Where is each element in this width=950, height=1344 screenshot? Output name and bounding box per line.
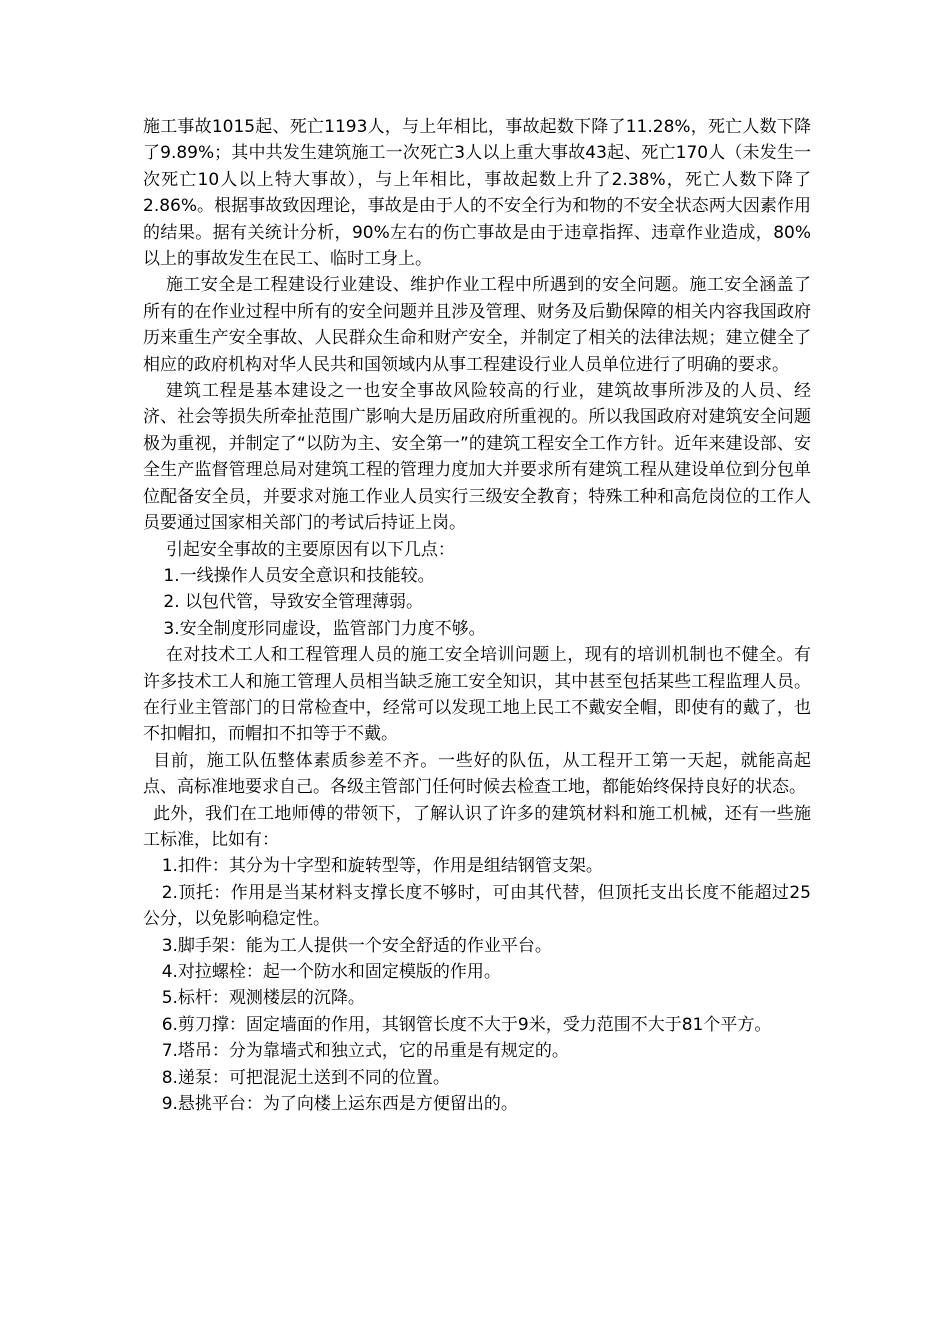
list-item-cause-3: 3.安全制度形同虚设，监管部门力度不够。 bbox=[163, 618, 486, 639]
paragraph-causes-intro: 引起安全事故的主要原因有以下几点： bbox=[165, 539, 455, 560]
list-item-material-8: 8.递泵：可把混泥土送到不同的位置。 bbox=[161, 1067, 450, 1088]
list-item-material-3: 3.脚手架：能为工人提供一个安全舒适的作业平台。 bbox=[161, 935, 552, 956]
paragraph-construction-safety: 施工安全是工程建设行业建设、维护作业工程中所遇到的安全问题。施工安全涵盖了所有的在作业过程中所有的安全问题并且涉及管理、财务及后勤保障的相关内容我国政府历来重生产安全事故、人民群众生命和财产安全，并制定了相关的法律法规；建立健全了相应的政府机构对华人民共和国领域内从事工程建设行业人员单位进行了明确的要求。 bbox=[143, 275, 811, 375]
document-body bbox=[143, 114, 811, 1117]
paragraph-training: 在对技术工人和工程管理人员的施工安全培训问题上，现有的培训机制也不健全。有许多技术工人和施工管理人员相当缺乏施工安全知识，其中甚至包括某些工程监理人员。在行业主管部门的日常检查中，经常可以发现工地上民工不戴安全帽，即使有的戴了，也不扣帽扣，而帽扣不扣等于不戴。 bbox=[143, 645, 811, 745]
list-item-material-6: 6.剪刀撑：固定墙面的作用，其钢管长度不大于9米，受力范围不大于81个平方。 bbox=[161, 1014, 772, 1035]
paragraph-building-engineering: 建筑工程是基本建设之一也安全事故风险较高的行业，建筑故事所涉及的人员、经济、社会等损失所牵扯范围广影响大是历届政府所重视的。所以我国政府对建筑安全问题极为重视，并制定了“以防为主、安全第一”的建筑工程安全工作方针。近年来建设部、安全生产监督管理总局对建筑工程的管理力度加大并要求所有建筑工程从建设单位到分包单位配备安全员，并要求对施工作业人员实行三级安全教育；特殊工种和高危岗位的工作人员要通过国家相关部门的考试后持证上岗。 bbox=[143, 381, 811, 534]
list-item-material-4: 4.对拉螺栓：起一个防水和固定模版的作用。 bbox=[161, 962, 501, 982]
list-item-material-1: 1.扣件：其分为十字型和旋转型等，作用是组结钢管支架。 bbox=[161, 856, 603, 877]
paragraph-team-quality: 目前，施工队伍整体素质参差不齐。一些好的队伍，从工程开工第一天起，就能高起点、高标准地要求自己。各级主管部门任何时候去检查工地，都能始终保持良好的状态。 bbox=[143, 750, 811, 798]
list-item-cause-2: 2. 以包代管，导致安全管理薄弱。 bbox=[163, 592, 424, 613]
list-item-material-5: 5.标杆：观测楼层的沉降。 bbox=[161, 988, 365, 1009]
paragraph-materials-intro: 此外，我们在工地师傅的带领下，了解认识了许多的建筑材料和施工机械，还有一些施工标准，比如有： bbox=[143, 803, 811, 850]
list-item-material-2: 2.顶托：作用是当某材料支撑长度不够时，可由其代替，但顶托支出长度不能超过25公分，以免影响稳定性。 bbox=[143, 882, 811, 930]
list-item-material-7: 7.塔吊：分为靠墙式和独立式，它的吊重是有规定的。 bbox=[161, 1041, 569, 1062]
list-item-cause-1: 1.一线操作人员安全意识和技能较。 bbox=[163, 565, 435, 586]
paragraph-accident-stats: 施工事故1015起、死亡1193人，与上年相比，事故起数下降了11.28%，死亡人数下降了9.89%；其中共发生建筑施工一次死亡3人以上重大事故43起、死亡170人（未发生一次死亡10人以上特大事故），与上年相比，事故起数上升了2.38%，死亡人数下降了2.86%。根据事故致因理论，事故是由于人的不安全行为和物的不安全状态两大因素作用的结果。据有关统计分析，90%左右的伤亡事故是由于违章指挥、违章作业造成，80%以上的事故发生在民工、临时工身上。 bbox=[143, 117, 811, 270]
list-item-material-9: 9.悬挑平台：为了向楼上运东西是方便留出的。 bbox=[161, 1094, 518, 1115]
